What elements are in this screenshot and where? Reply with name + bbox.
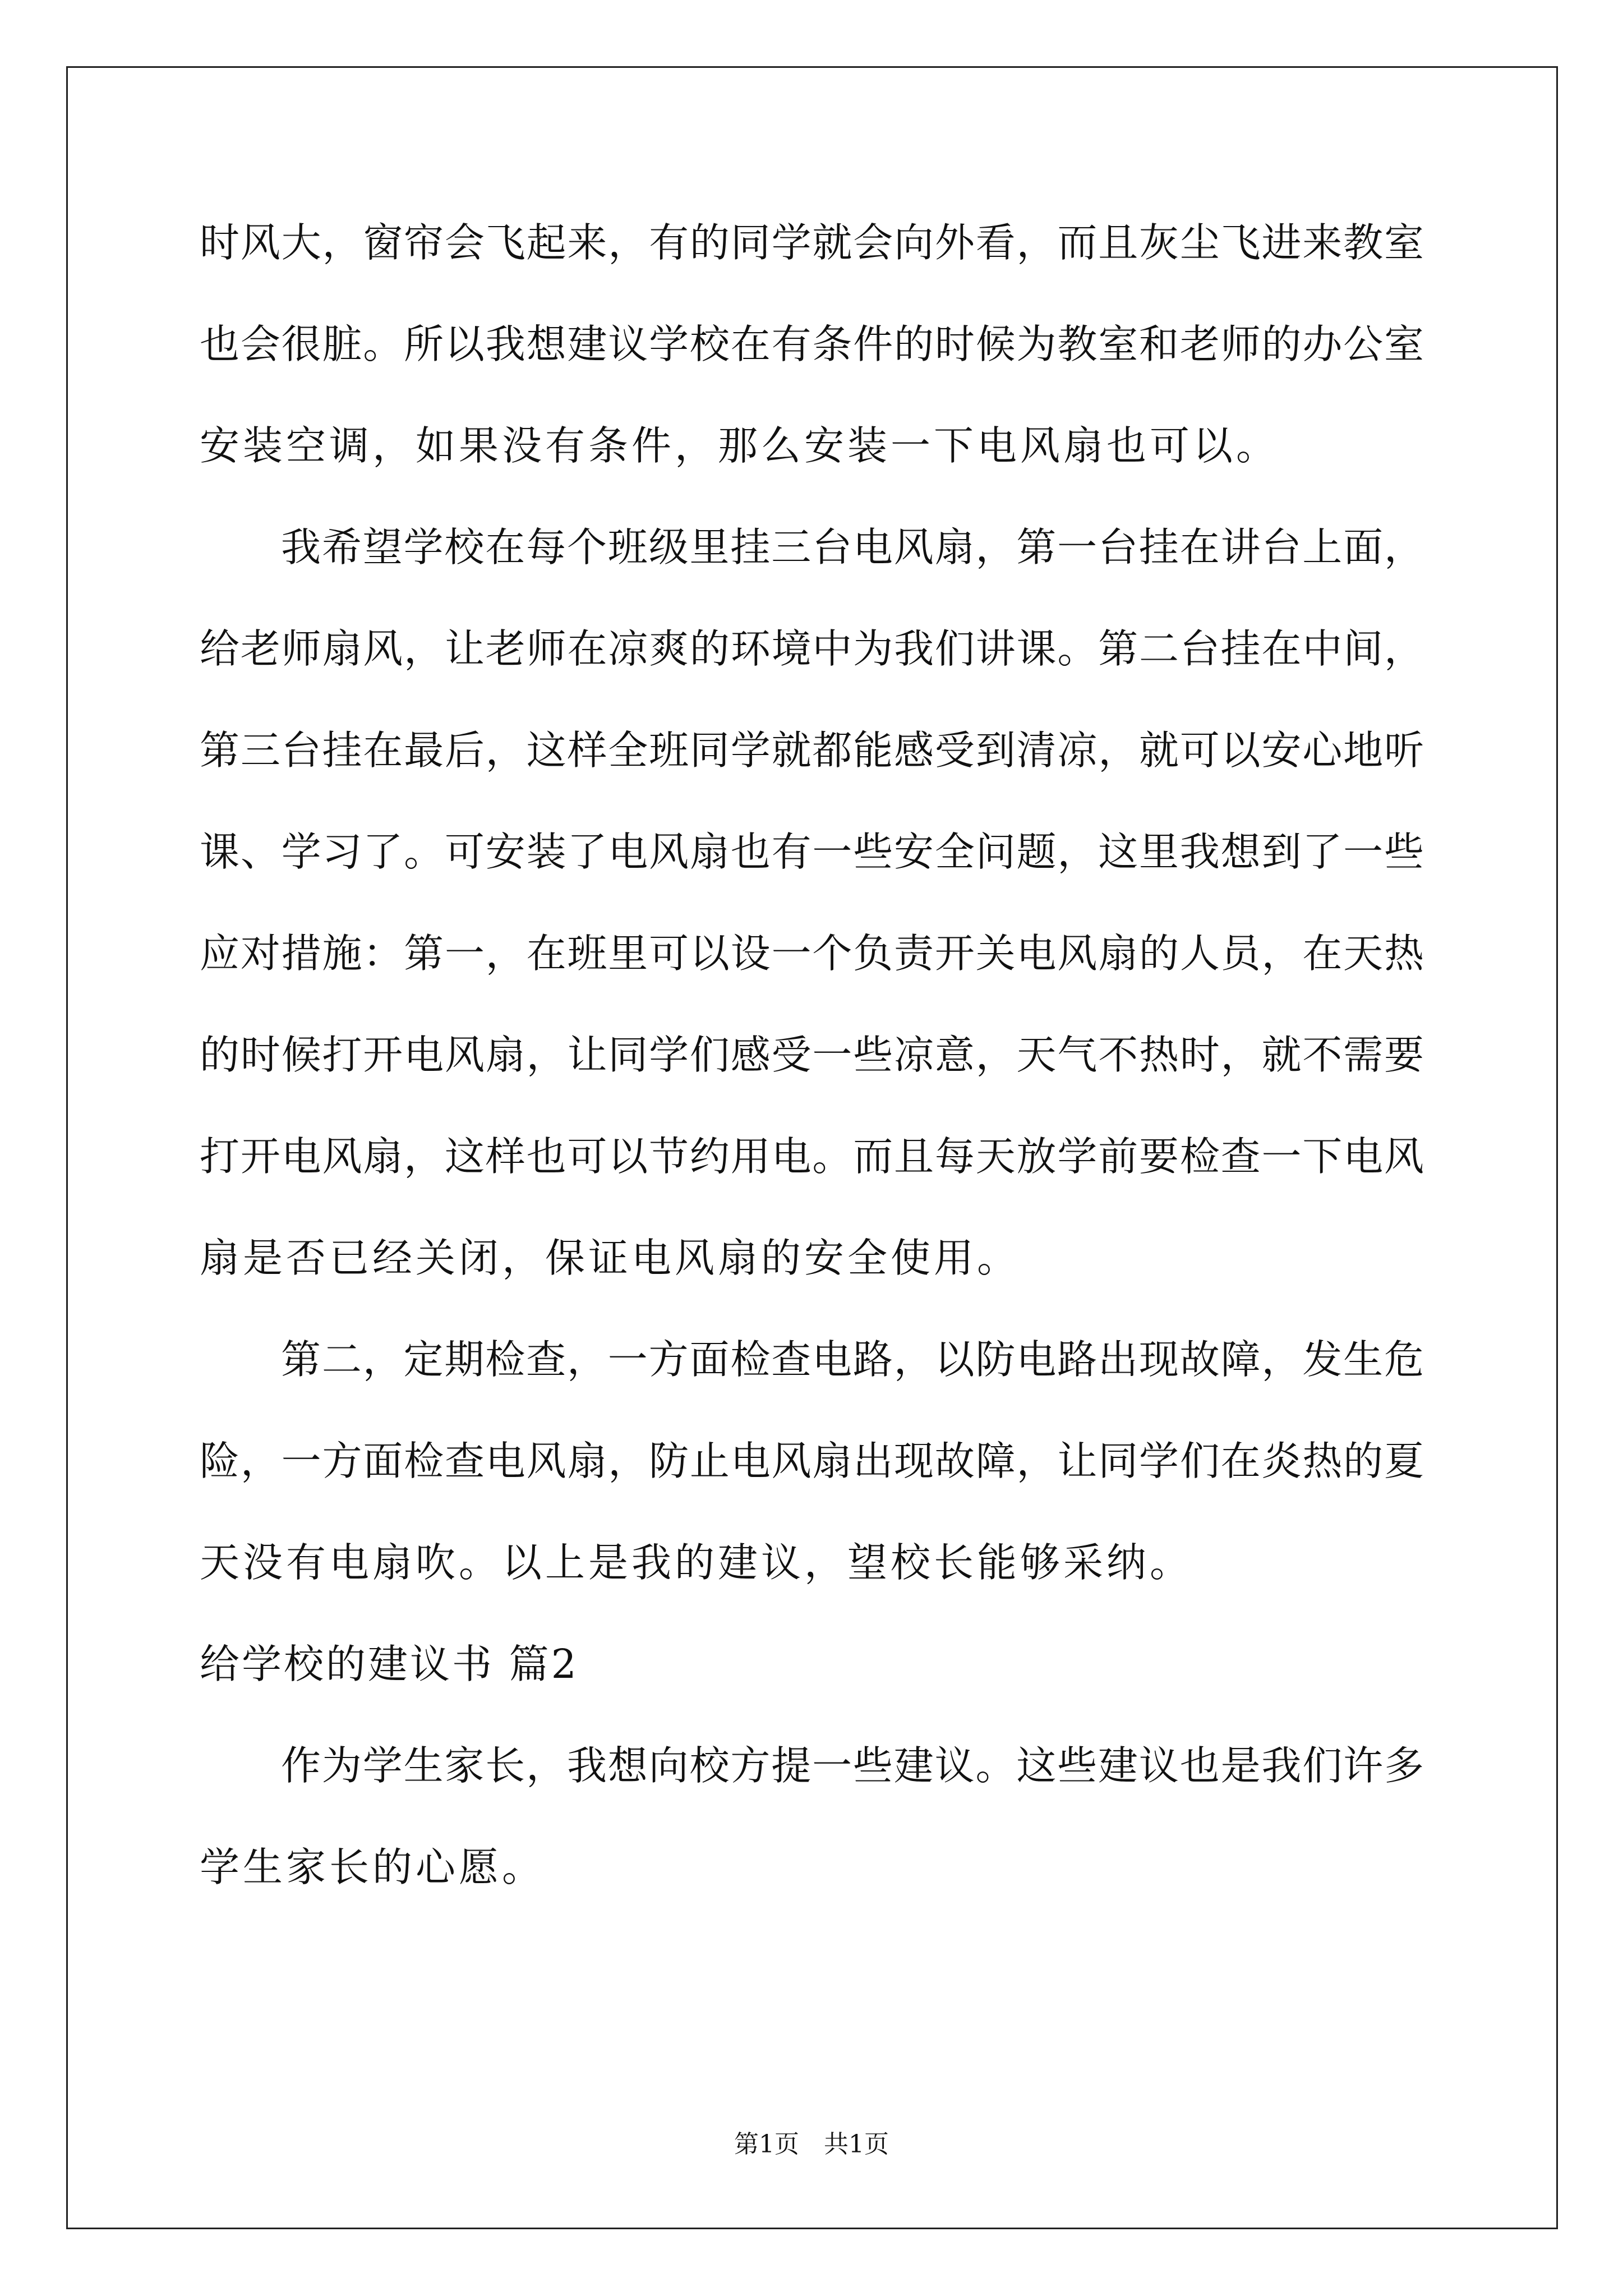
paragraph-first-line: 作为学生家长，我想向校方提一些建议。这些建议也是我们许多 — [281, 1742, 1424, 1789]
text-line: 安装空调，如果没有条件，那么安装一下电风扇也可以。 — [200, 422, 1280, 469]
text-line: 学生家长的心愿。 — [200, 1844, 546, 1890]
text-line: 应对措施：第一，在班里可以设一个负责开关电风扇的人员，在天热 — [200, 930, 1424, 977]
text-line: 扇是否已经关闭，保证电风扇的安全使用。 — [200, 1235, 1021, 1281]
page-number-footer: 第1页 共1页 — [734, 2130, 889, 2159]
section-heading: 给学校的建议书 篇2 — [200, 1641, 579, 1687]
text-line: 也会很脏。所以我想建议学校在有条件的时候为教室和老师的办公室 — [200, 321, 1424, 367]
text-line: 给老师扇风，让老师在凉爽的环境中为我们讲课。第二台挂在中间， — [200, 625, 1424, 672]
text-line: 第三台挂在最后，这样全班同学就都能感受到清凉，就可以安心地听 — [200, 727, 1424, 774]
text-line: 险，一方面检查电风扇，防止电风扇出现故障，让同学们在炎热的夏 — [200, 1438, 1424, 1484]
document-body — [200, 219, 1424, 1945]
text-line: 打开电风扇，这样也可以节约用电。而且每天放学前要检查一下电风 — [200, 1133, 1424, 1180]
text-line: 的时候打开电风扇，让同学们感受一些凉意，天气不热时，就不需要 — [200, 1032, 1424, 1078]
text-line: 天没有电扇吹。以上是我的建议，望校长能够采纳。 — [200, 1539, 1193, 1586]
paragraph-first-line: 我希望学校在每个班级里挂三台电风扇，第一台挂在讲台上面， — [281, 524, 1424, 570]
text-line: 课、学习了。可安装了电风扇也有一些安全问题，这里我想到了一些 — [200, 829, 1424, 875]
text-line: 时风大，窗帘会飞起来，有的同学就会向外看，而且灰尘飞进来教室 — [200, 219, 1424, 266]
paragraph-first-line: 第二，定期检查，一方面检查电路，以防电路出现故障，发生危 — [281, 1336, 1424, 1383]
